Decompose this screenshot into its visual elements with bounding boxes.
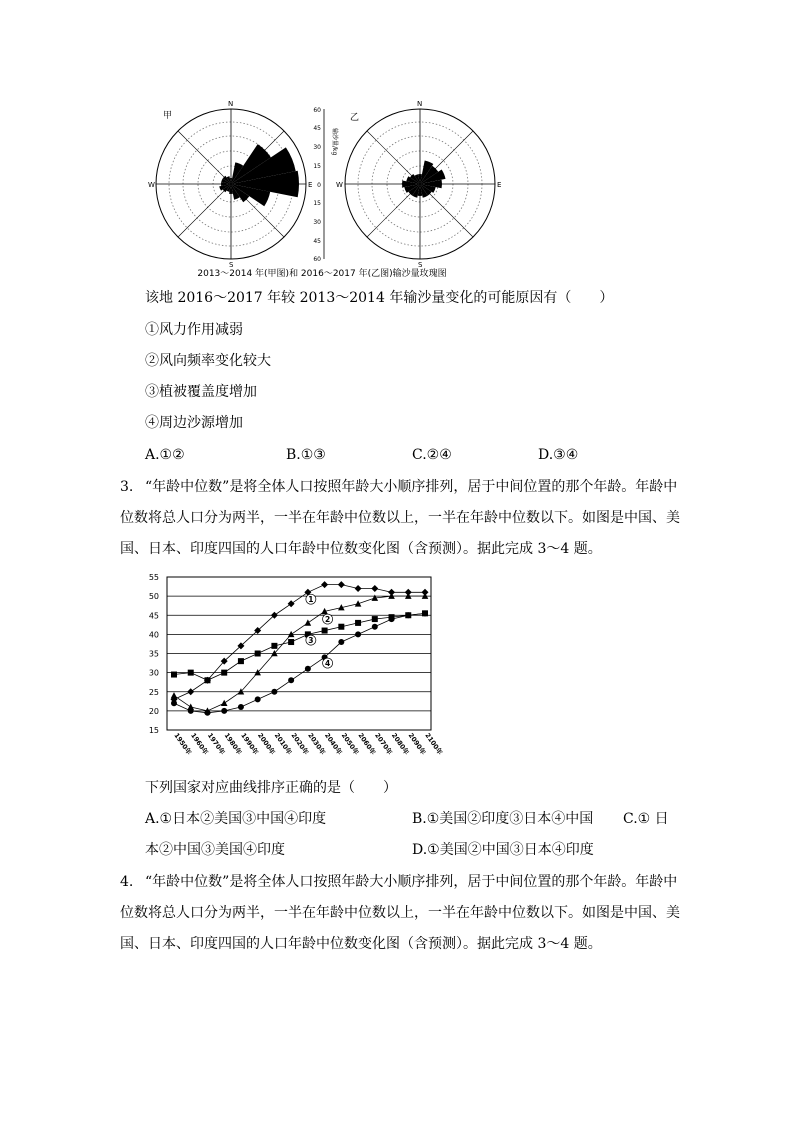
compass-n-left: N (228, 100, 234, 108)
chart-point-circle (238, 704, 244, 710)
chart-point-circle (305, 666, 311, 672)
scale-tick-30-top: 30 (313, 144, 321, 151)
q2-option-b[interactable]: B.①③ (286, 447, 326, 463)
q4-stem-line-1: “年龄中位数”是将全体人口按照年龄大小顺序排列，居于中间位置的那个年龄。年龄中 (145, 874, 678, 890)
scale-tick-0: 0 (317, 182, 321, 189)
scale-tick-60-bottom: 60 (313, 256, 321, 263)
chart-point-circle (355, 631, 361, 637)
chart-x-tick-label: 2100年 (423, 731, 445, 757)
rose-diagram-figure (140, 98, 502, 279)
q2-option-a[interactable]: A.①② (145, 447, 185, 463)
q3-number: 3. (120, 479, 134, 495)
chart-series-label: 1 (308, 595, 314, 605)
chart-series-label: 4 (324, 659, 331, 669)
chart-x-tick-label: 2080年 (389, 731, 411, 757)
scale-tick-45-top: 45 (313, 125, 321, 132)
compass-s-right: S (418, 261, 423, 269)
chart-point-triangle (305, 619, 312, 625)
scale-tick-30-bottom: 30 (313, 219, 321, 226)
scale-tick-45-bottom: 45 (313, 238, 321, 245)
scale-tick-15-bottom: 15 (313, 200, 321, 207)
chart-point-circle (288, 677, 294, 683)
compass-n-right: N (417, 100, 423, 108)
chart-series-label: 3 (308, 636, 314, 646)
chart-y-tick-label: 35 (148, 649, 159, 659)
chart-point-circle (255, 696, 261, 702)
chart-point-square (288, 639, 294, 645)
chart-point-circle (422, 610, 428, 616)
scale-tick-60-top: 60 (313, 107, 321, 114)
chart-y-tick-label: 40 (148, 630, 159, 640)
chart-series-label: 2 (324, 615, 331, 625)
chart-x-tick-label: 2020年 (289, 731, 311, 757)
chart-point-circle (405, 612, 411, 618)
chart-point-circle (188, 708, 194, 714)
chart-point-circle (389, 616, 395, 622)
chart-x-tick-label: 1950年 (172, 731, 194, 757)
q3-stem-line-2: 位数将总人口分为两半，一半在年龄中位数以上，一半在年龄中位数以下。如图是中国、美 (120, 510, 680, 526)
q2-item-2: ②风向频率变化较大 (145, 353, 271, 369)
chart-point-square (271, 643, 277, 649)
q2-option-c[interactable]: C.②④ (412, 447, 452, 463)
chart-y-tick-label: 20 (148, 706, 159, 716)
chart-point-square (255, 651, 261, 657)
chart-point-diamond (338, 581, 345, 588)
q3-option-a[interactable]: A.①日本②美国③中国④印度 (145, 811, 327, 827)
chart-x-tick-label: 2040年 (322, 731, 344, 757)
chart-y-tick-label: 25 (148, 687, 159, 697)
scale-tick-15-top: 15 (313, 163, 321, 170)
rose-left-label: 甲 (163, 111, 173, 121)
q4-number: 4. (120, 874, 134, 890)
chart-x-tick-label: 2010年 (272, 731, 294, 757)
q2-item-4: ④周边沙源增加 (145, 415, 243, 431)
chart-point-diamond (371, 585, 378, 592)
chart-point-diamond (187, 688, 194, 695)
q3-option-b[interactable]: B.①美国②印度③日本④中国 (412, 811, 594, 827)
compass-e-left: E (308, 181, 313, 189)
q2-stem: 该地 2016～2017 年较 2013～2014 年输沙量变化的可能原因有（ ） (145, 290, 614, 306)
chart-series-line-diamond (174, 585, 425, 700)
chart-x-tick-label: 1960年 (189, 731, 210, 757)
chart-series-line-square (174, 613, 425, 680)
rose-right-label: 乙 (350, 113, 360, 123)
chart-x-tick-label: 1990年 (239, 731, 260, 757)
rose-left (156, 109, 306, 259)
chart-point-square (204, 677, 210, 683)
chart-x-tick-label: 2000年 (256, 731, 277, 757)
chart-point-square (372, 616, 378, 622)
chart-point-square (238, 658, 244, 664)
chart-point-square (171, 672, 177, 678)
chart-point-diamond (355, 585, 362, 592)
q2-option-d[interactable]: D.③④ (538, 447, 579, 463)
chart-y-tick-label: 15 (148, 726, 159, 735)
chart-point-diamond (321, 581, 328, 588)
chart-x-tick-label: 2050年 (339, 731, 361, 757)
chart-point-square (322, 628, 328, 634)
q3-question: 下列国家对应曲线排序正确的是（ ） (145, 780, 397, 796)
rose-caption: 2013～2014 年(甲图)和 2016～2017 年(乙图)输沙量玫瑰图 (197, 269, 447, 279)
chart-y-tick-label: 55 (148, 573, 159, 582)
q4-stem-line-3: 国、日本、印度四国的人口年龄中位数变化图（含预测）。据此完成 3～4 题。 (120, 936, 602, 952)
rose-right (345, 109, 495, 259)
chart-y-tick-label: 45 (148, 611, 159, 621)
chart-point-circle (221, 708, 227, 714)
chart-point-circle (171, 700, 177, 706)
q3-option-c-part2[interactable]: 本②中国③美国④印度 (145, 842, 285, 858)
q3-stem-line-3: 国、日本、印度四国的人口年龄中位数变化图（含预测）。据此完成 3～4 题。 (120, 541, 602, 557)
chart-point-square (355, 620, 361, 626)
age-median-line-chart (140, 568, 445, 770)
chart-y-tick-label: 30 (148, 668, 159, 678)
chart-x-tick-label: 2070年 (373, 731, 394, 757)
q2-item-1: ①风力作用减弱 (145, 322, 243, 338)
chart-point-circle (338, 639, 344, 645)
chart-x-tick-label: 2060年 (356, 731, 378, 757)
compass-e-right: E (497, 181, 502, 189)
chart-point-triangle (221, 700, 228, 706)
chart-x-tick-label: 2030年 (306, 731, 327, 757)
chart-x-tick-label: 1970年 (205, 731, 227, 757)
compass-s-left: S (229, 261, 234, 269)
chart-x-tick-label: 1980年 (222, 731, 244, 757)
chart-point-square (221, 670, 227, 676)
q3-option-d[interactable]: D.①美国②中国③日本④印度 (412, 842, 594, 858)
q2-item-3: ③植被覆盖度增加 (145, 384, 257, 400)
q4-stem-line-2: 位数将总人口分为两半，一半在年龄中位数以上，一半在年龄中位数以下。如图是中国、美 (120, 905, 680, 921)
chart-point-circle (204, 710, 210, 716)
q3-option-c-part1[interactable]: C.① 日 (623, 811, 669, 827)
chart-point-circle (271, 689, 277, 695)
compass-w-right: W (336, 181, 343, 189)
chart-point-triangle (171, 692, 178, 698)
compass-w-left: W (148, 181, 155, 189)
q3-stem-line-1: “年龄中位数”是将全体人口按照年龄大小顺序排列，居于中间位置的那个年龄。年龄中 (145, 479, 678, 495)
chart-point-square (188, 670, 194, 676)
chart-x-tick-label: 2090年 (406, 731, 428, 757)
scale-axis-title: 输沙量/kg (331, 128, 338, 156)
chart-point-triangle (355, 600, 362, 606)
chart-y-tick-label: 50 (148, 592, 159, 602)
chart-point-diamond (288, 600, 295, 607)
chart-point-square (338, 624, 344, 630)
chart-point-circle (372, 624, 378, 630)
